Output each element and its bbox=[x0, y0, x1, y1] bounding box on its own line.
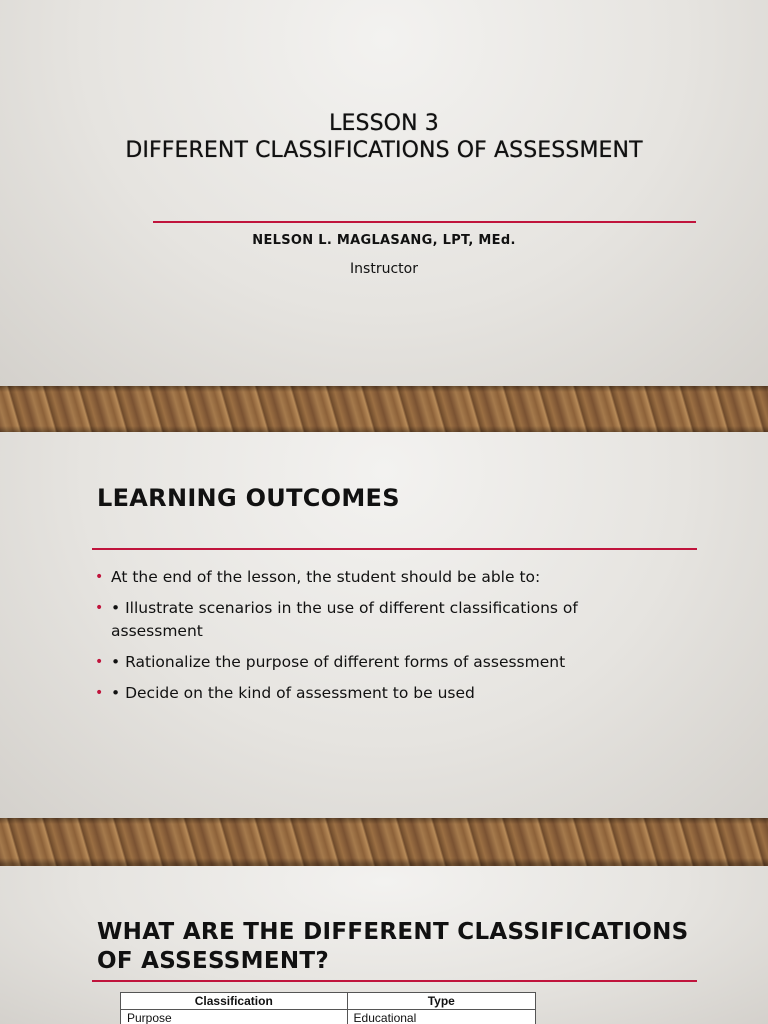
classification-table bbox=[120, 992, 536, 1024]
title-slide bbox=[0, 0, 768, 386]
table-header-row bbox=[121, 993, 536, 1010]
outcome-text: At the end of the lesson, the student should be able to: bbox=[111, 568, 541, 586]
outcome-text: • Illustrate scenarios in the use of different classifications of assessment bbox=[111, 599, 578, 640]
title-divider bbox=[153, 221, 696, 223]
slide-title bbox=[0, 110, 768, 164]
presenter-name: NELSON L. MAGLASANG, LPT, MEd. bbox=[252, 233, 516, 248]
table-row bbox=[121, 1010, 536, 1024]
heading-divider bbox=[92, 980, 697, 982]
bullet-dot-icon: • bbox=[95, 685, 104, 701]
list-item bbox=[95, 597, 615, 643]
wood-floor-divider bbox=[0, 818, 768, 866]
table-cell: Educational bbox=[347, 1010, 535, 1024]
bullet-dot-icon: • bbox=[95, 600, 104, 616]
list-item bbox=[95, 651, 615, 674]
list-item bbox=[95, 566, 615, 589]
bullet-dot-icon: • bbox=[95, 654, 104, 670]
outcome-text: • Rationalize the purpose of different forms of assessment bbox=[111, 653, 566, 671]
slide-heading: LEARNING OUTCOMES bbox=[97, 484, 400, 512]
classifications-slide bbox=[0, 866, 768, 1024]
lesson-number: LESSON 3 bbox=[329, 111, 439, 136]
wood-floor-divider bbox=[0, 386, 768, 432]
column-header-type: Type bbox=[347, 993, 535, 1010]
outcomes-list bbox=[95, 566, 615, 713]
heading-divider bbox=[92, 548, 697, 550]
table-cell: Purpose bbox=[121, 1010, 348, 1024]
column-header-classification: Classification bbox=[121, 993, 348, 1010]
outcome-text: • Decide on the kind of assessment to be used bbox=[111, 684, 475, 702]
lesson-title: DIFFERENT CLASSIFICATIONS OF ASSESSMENT bbox=[125, 138, 643, 163]
learning-outcomes-slide bbox=[0, 432, 768, 818]
bullet-dot-icon: • bbox=[95, 569, 104, 585]
slide-heading: WHAT ARE THE DIFFERENT CLASSIFICATIONS OF ASSESSMENT? bbox=[97, 919, 689, 974]
list-item bbox=[95, 682, 615, 705]
presenter-role: Instructor bbox=[350, 261, 418, 277]
